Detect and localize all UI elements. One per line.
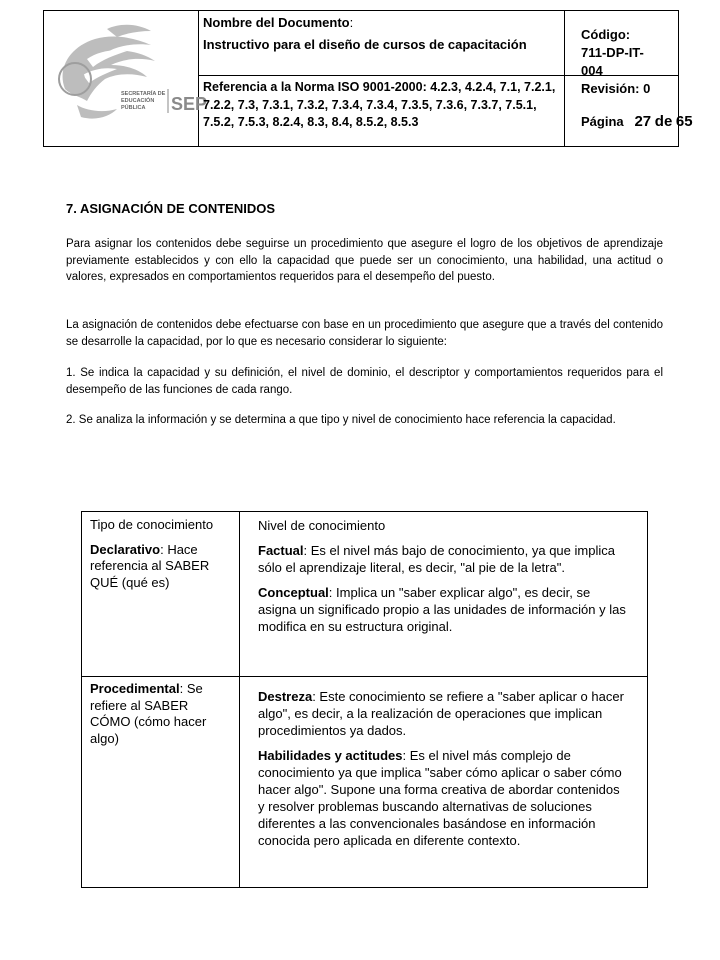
destreza-text: Destreza: Este conocimiento se refiere a "saber aplicar o hacer algo", es decir, a la realización de operaciones que implican procedimientos ya dados. (258, 689, 624, 738)
header-right (565, 11, 693, 146)
code-label: Código: (581, 27, 631, 42)
sep-eagle-logo-icon (47, 19, 208, 139)
header-middle (199, 11, 565, 146)
col2-header: Nivel de conocimiento (258, 518, 386, 533)
table-cell-level-declarativo (240, 512, 647, 676)
section-title: 7. ASIGNACIÓN DE CONTENIDOS (66, 201, 275, 216)
procedimental-text: Procedimental: Se refiere al SABER CÓMO (cómo hacer algo) (90, 681, 207, 746)
habilidades-text: Habilidades y actitudes: Es el nivel más complejo de conocimiento ya que implica "saber cómo aplicar o saber cómo hacer algo". Supone una forma creativa de abordar contenidos y resolver problemas buscando alternativas de soluciones diferentes a las convencionales basándose en información conocida pero aplicada en diferente contexto. (258, 748, 622, 848)
knowledge-table (81, 511, 648, 888)
table-cell-type-declarativo (82, 512, 240, 676)
logo-agency-line-1: SECRETARÍA DE (121, 91, 166, 97)
document-header (43, 10, 693, 147)
logo-agency-line-2: EDUCACIÓN (121, 98, 155, 104)
doc-name-label: Nombre del Documento: (203, 15, 354, 30)
revision: Revisión: 0 (581, 81, 651, 96)
page-indicator: Página 27 de 65 (581, 113, 693, 130)
paragraph-3: 1. Se indica la capacidad y su definición, el nivel de dominio, el descriptor y comportamientos requeridos para el desempeño de las funciones de cada rango. (66, 367, 663, 396)
doc-title: Instructivo para el diseño de cursos de capacitación (203, 37, 527, 52)
logo-cell (44, 11, 208, 146)
paragraph-1: Para asignar los contenidos debe seguirse un procedimiento que asegure el logro de los objetivos de aprendizaje previamente establecidos y con ello la capacidad que puede ser un conocimiento, una habilidad, una actitud o valores, expresados en comportamientos requeridos para el desempeño del puesto. (66, 238, 663, 283)
table-cell-level-procedimental (240, 676, 647, 887)
paragraph-2: La asignación de contenidos debe efectuarse con base en un procedimiento que asegure que a través del contenido se desarrolle la capacidad, por lo que es necesario considerar lo siguiente: (66, 319, 663, 348)
iso-reference: Referencia a la Norma ISO 9001-2000: 4.2.3, 4.2.4, 7.1, 7.2.1, 7.2.2, 7.3, 7.3.1, 7.3.2, 7.3.4, 7.3.4, 7.3.5, 7.3.6, 7.3.7, 7.5.1, 7.5.2, 7.5.3, 8.2.4, 8.3, 8.4, 8.5.2, 8.5.3 (203, 80, 556, 129)
code-value: 711-DP-IT-004 (581, 45, 644, 78)
col1-header: Tipo de conocimiento (90, 517, 214, 532)
paragraph-4: 2. Se analiza la información y se determina a que tipo y nivel de conocimiento hace referencia la capacidad. (66, 414, 616, 426)
logo-agency-line-3: PÚBLICA (121, 105, 146, 111)
declarativo-text: Declarativo: Hace referencia al SABER QUÉ (qué es) (90, 541, 210, 590)
logo-acronym: SEP (171, 94, 208, 114)
table-cell-type-procedimental (82, 676, 240, 887)
factual-text: Factual: Es el nivel más bajo de conocimiento, ya que implica sólo el aprendizaje literal, es decir, "al pie de la letra". (258, 543, 615, 575)
conceptual-text: Conceptual: Implica un "saber explicar algo", es decir, se asigna un significado propio a las unidades de información y las modifica en su estructura original. (258, 585, 626, 634)
